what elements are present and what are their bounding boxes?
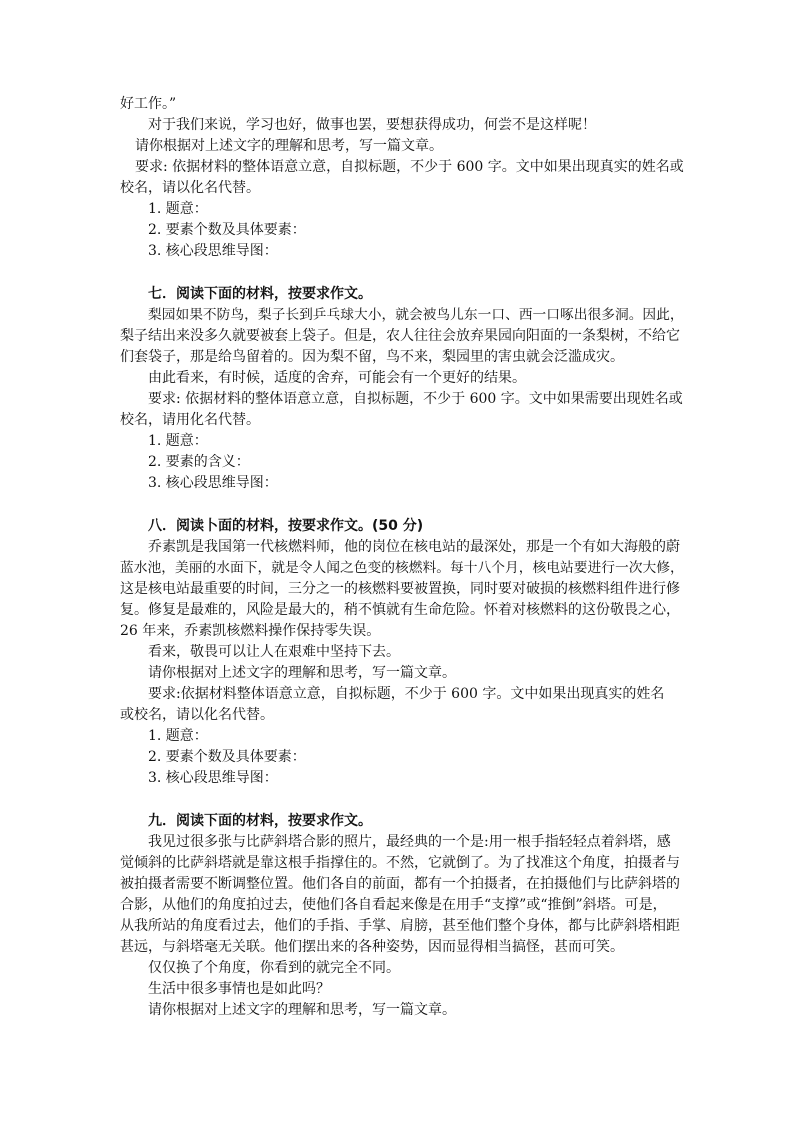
sec6-item-2: 2. 要素个数及具体要素： — [148, 222, 306, 238]
sec6-continuation: 好工作。” — [120, 96, 177, 112]
sec9-line-6: 甚远，与斜塔毫无关联。他们摆出来的各种姿势，因而显得相当搞怪，甚而可笑。 — [120, 939, 624, 955]
sec7-requirement-1: 要求: 依据材料的整体语意立意，自拟标题，不少于 600 字。文中如果需要出现姓名或 — [148, 391, 683, 407]
sec9-line-4: 合影，从他们的角度拍过去，使他们各自看起来像是在用手“支撑”或“推倒”斜塔。可是， — [120, 897, 667, 913]
sec7-line-3: 们套袋子，那是给鸟留着的。因为梨不留，鸟不来，梨园里的害虫就会泛滥成灾。 — [120, 349, 624, 365]
sec9-line-9: 请你根据对上述文字的理解和思考，写一篇文章。 — [148, 1002, 456, 1018]
sec9-line-8: 生活中很多事情也是如此吗？ — [148, 981, 330, 997]
sec9-line-3: 被拍摄者需要不断调整位置。他们各自的前面，都有一个拍摄者，在拍摄他们与比萨斜塔的 — [120, 876, 680, 892]
sec9-line-1: 我见过很多张与比萨斜塔合影的照片，最经典的一个是:用一根手指轻轻点着斜塔，感 — [148, 834, 671, 850]
sec9-line-2: 觉倾斜的比萨斜塔就是靠这根手指撑住的。不然，它就倒了。为了找准这个角度，拍摄者与 — [120, 855, 680, 871]
sec8-line-5: 26 年来，乔素凯核燃料操作保持零失误。 — [120, 623, 381, 639]
sec8-item-3: 3. 核心段思维导图： — [148, 770, 278, 786]
sec8-title: 八．阅读卜面的材料，按要求作文。(50 分) — [148, 518, 424, 534]
sec7-title: 七．阅读下面的材料，按要求作文。 — [148, 286, 372, 302]
sec7-item-2: 2. 要素的含义： — [148, 454, 250, 470]
sec8-item-1: 1. 题意： — [148, 728, 208, 744]
sec8-line-4: 复。修复是最难的，风险是最大的，稍不慎就有生命危险。怀着对核燃料的这份敬畏之心， — [120, 602, 680, 618]
sec6-item-3: 3. 核心段思维导图： — [148, 243, 278, 259]
sec7-line-4: 由此看来，有时候，适度的舍弃，可能会有一个更好的结果。 — [148, 370, 526, 386]
sec8-line-2: 蓝水池，美丽的水面下，就是令人闻之色变的核燃料。每十八个月，核电站要进行一次大修， — [120, 560, 684, 576]
sec8-line-3: 这是核电站最重要的时间，三分之一的核燃料要被置换，同时要对破损的核燃料组件进行修 — [120, 581, 680, 597]
sec9-line-5: 从我所站的角度看过去，他们的手指、手掌、肩膀，甚至他们整个身体，都与比萨斜塔相距 — [120, 918, 680, 934]
sec6-paragraph-1: 对于我们来说，学习也好，做事也罢，要想获得成功，何尝不是这样呢！ — [148, 117, 596, 133]
sec7-line-1: 梨园如果不防鸟，梨子长到乒乓球大小，就会被鸟儿东一口、西一口啄出很多洞。因此， — [148, 307, 684, 323]
sec6-requirement-2: 校名，请以化名代替。 — [120, 180, 260, 196]
sec8-item-2: 2. 要素个数及具体要素： — [148, 749, 306, 765]
sec7-requirement-2: 校名，请用化名代替。 — [120, 412, 260, 428]
sec8-line-6: 看来，敬畏可以让人在艰难中坚持下去。 — [148, 644, 400, 660]
sec6-requirement-1: 要求: 依据材料的整体语意立意，自拟标题，不少于 600 字。文中如果出现真实的姓名或 — [135, 159, 684, 175]
sec8-requirement-1: 要求:依据材料整体语意立意，自拟标题，不少于 600 字。文中如果出现真实的姓名 — [148, 686, 665, 702]
sec7-item-3: 3. 核心段思维导图： — [148, 475, 278, 491]
sec9-title: 九．阅读下面的材料，按要求作文。 — [148, 813, 372, 829]
sec8-line-1: 乔素凯是我国第一代核燃料师，他的岗位在核电站的最深处，那是一个有如大海般的蔚 — [148, 539, 680, 555]
sec8-line-7: 请你根据对上述文字的理解和思考，写一篇文章。 — [148, 665, 456, 681]
sec9-line-7: 仅仅换了个角度，你看到的就完全不同。 — [148, 960, 400, 976]
sec6-item-1: 1. 题意： — [148, 201, 208, 217]
sec8-requirement-2: 或校名，请以化名代替。 — [120, 707, 274, 723]
sec7-item-1: 1. 题意： — [148, 433, 208, 449]
sec7-line-2: 梨子结出来没多久就要被套上袋子。但是，农人往往会放弃果园向阳面的一条梨树，不给它 — [120, 328, 680, 344]
sec6-prompt: 请你根据对上述文字的理解和思考，写一篇文章。 — [135, 138, 443, 154]
